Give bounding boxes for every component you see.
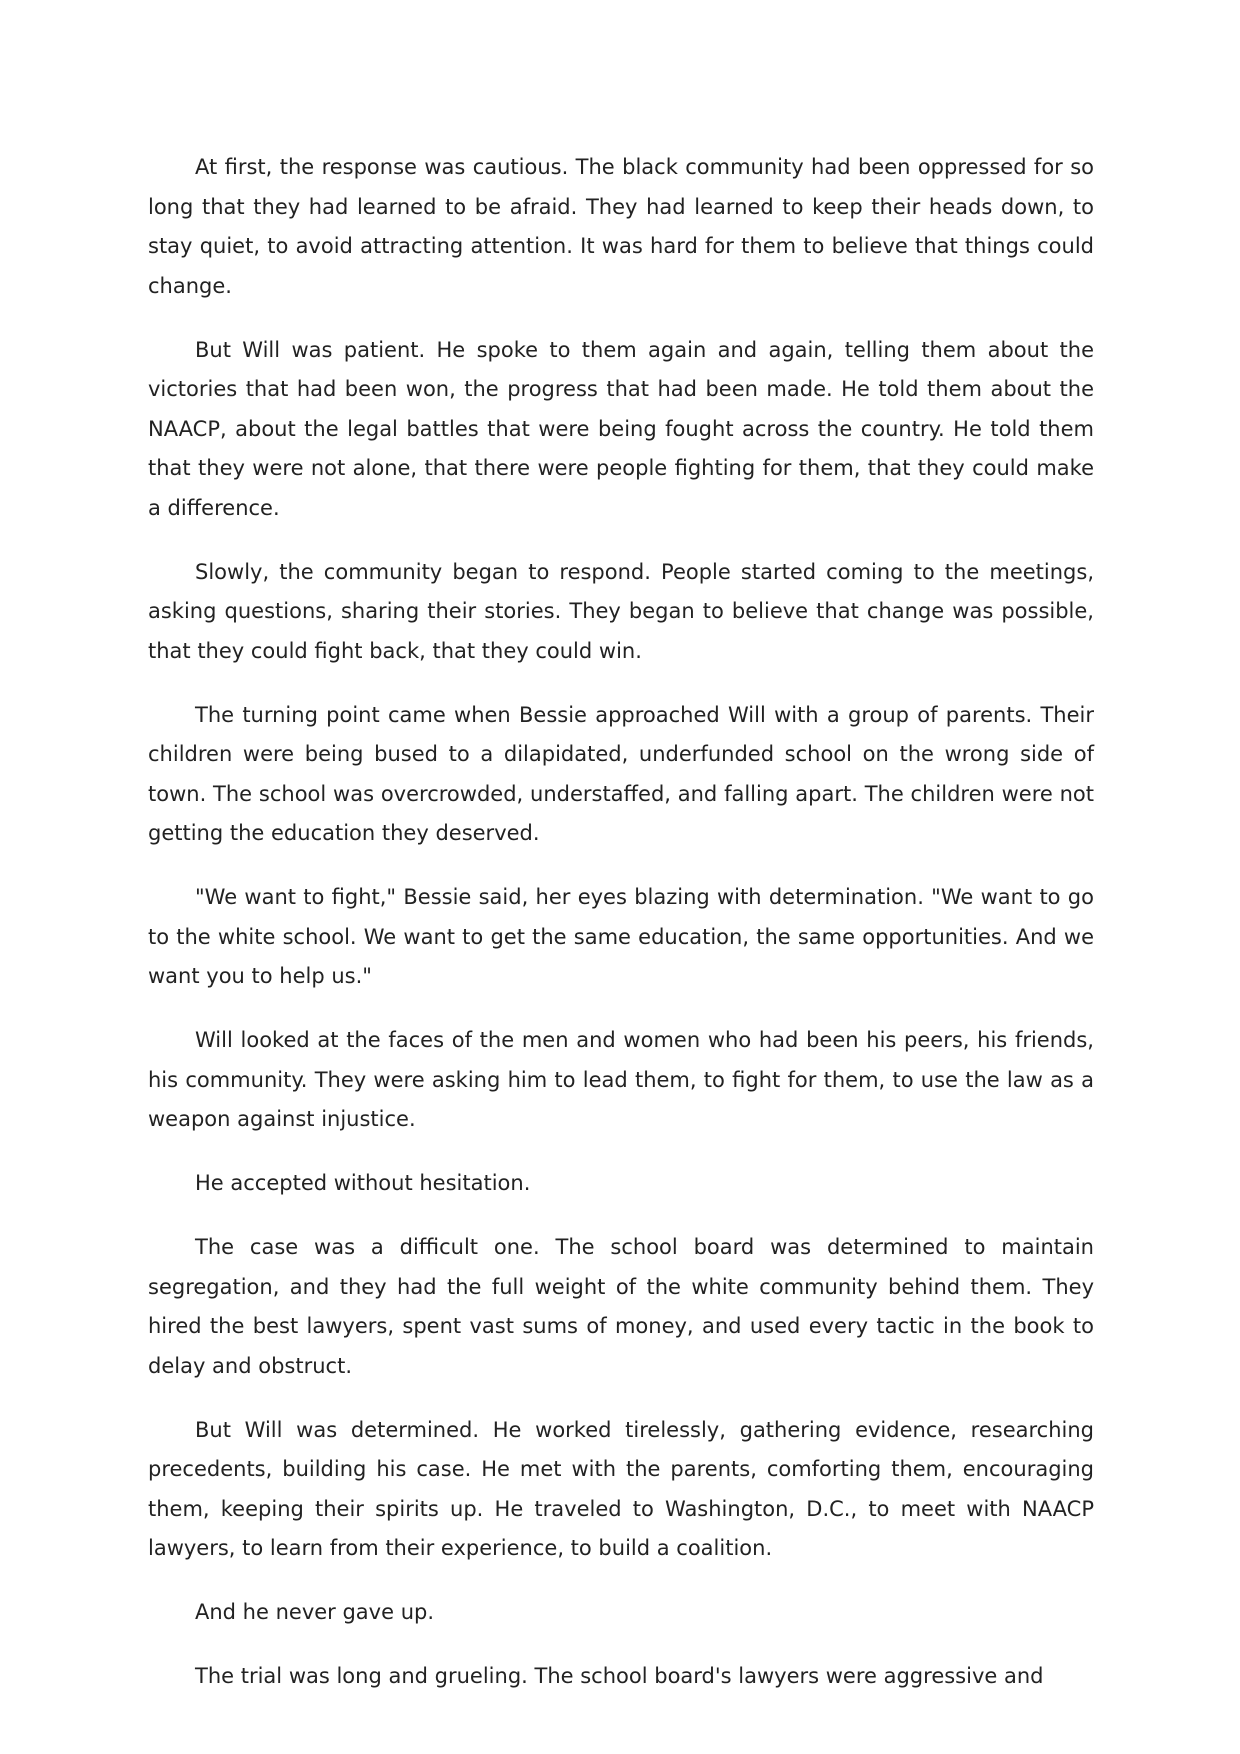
paragraph-1: At first, the response was cautious. The black community had been oppressed for so long that they had learned to be afraid. They had learned to keep their heads down, to stay quiet, to avoid attracting attention. It was hard for them to believe that things could change. [148,155,1094,298]
paragraph-9: But Will was determined. He worked tirelessly, gathering evidence, researching precedents, building his case. He met with the parents, comforting them, encouraging them, keeping their spirits up. He traveled to Washington, D.C., to meet with NAACP lawyers, to learn from their experience, to build a coalition. [148,1417,1094,1560]
paragraph-6: Will looked at the faces of the men and women who had been his peers, his friends, his community. They were asking him to lead them, to fight for them, to use the law as a weapon against injustice. [148,1028,1094,1131]
paragraph-7: He accepted without hesitation. [195,1171,531,1195]
paragraph-5: "We want to fight," Bessie said, her eyes blazing with determination. "We want to go to the white school. We want to get the same education, the same opportunities. And we want you to help us." [148,885,1094,988]
paragraph-11: The trial was long and grueling. The school board's lawyers were aggressive and [195,1664,1044,1688]
paragraph-3: Slowly, the community began to respond. People started coming to the meetings, asking questions, sharing their stories. They began to believe that change was possible, that they could fight back, that they could win. [148,559,1094,663]
paragraph-8: The case was a difficult one. The school board was determined to maintain segregation, and they had the full weight of the white community behind them. They hired the best lawyers, spent vast sums of money, and used every tactic in the book to delay and obstruct. [148,1235,1094,1378]
paragraph-10: And he never gave up. [195,1600,435,1624]
document-page [148,148,1094,1721]
paragraph-2: But Will was patient. He spoke to them again and again, telling them about the victories that had been won, the progress that had been made. He told them about the NAACP, about the legal battles that were being fought across the country. He told them that they were not alone, that there were people fighting for them, that they could make a difference. [148,337,1094,520]
paragraph-4: The turning point came when Bessie approached Will with a group of parents. Their children were being bused to a dilapidated, underfunded school on the wrong side of town. The school was overcrowded, understaffed, and falling apart. The children were not getting the education they deserved. [148,702,1094,845]
